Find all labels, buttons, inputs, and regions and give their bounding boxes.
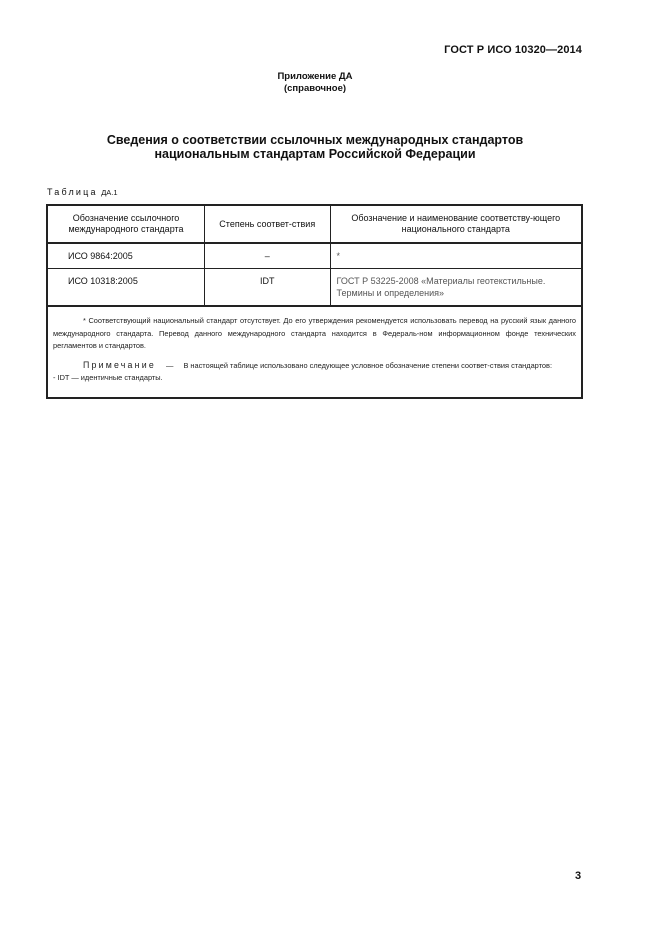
footnote-text: * Соответствующий национальный стандарт отсутствует. До его утверждения рекомендуется использовать перевод на русский язык данного международного стандарта. Перевод данного международного стандарта находится в Федераль-ном информационном фонде технических регламентов и стандартов. <box>53 316 576 350</box>
page-number: 3 <box>575 870 582 882</box>
cell-national-standard: * <box>330 243 582 269</box>
table-note <box>53 359 576 373</box>
table-caption <box>47 187 118 197</box>
table-footnote-cell <box>47 306 582 398</box>
annex-title: Приложение ДА <box>277 71 353 82</box>
document-code: ГОСТ Р ИСО 10320—2014 <box>444 44 582 56</box>
section-title <box>0 133 630 161</box>
header-national-standard: Обозначение и наименование соответству-ющего национального стандарта <box>330 205 582 243</box>
note-text: В настоящей таблице использовано следующее условное обозначение степени соответ-ствия стандартов: <box>183 360 553 370</box>
footnote-row <box>47 306 582 398</box>
annex-heading <box>0 71 630 95</box>
table-row <box>47 243 582 269</box>
cell-national-standard: ГОСТ Р 53225-2008 «Материалы геотекстильные. Термины и определения» <box>330 269 582 307</box>
header-degree: Степень соответ-ствия <box>205 205 331 243</box>
section-title-line-1: Сведения о соответствии ссылочных международных стандартов <box>106 133 524 147</box>
cell-intl-standard: ИСО 9864:2005 <box>47 243 205 269</box>
table-row <box>47 269 582 307</box>
table-caption-number: ДА.1 <box>101 188 118 197</box>
cell-degree: IDT <box>205 269 331 307</box>
annex-subtitle: (справочное) <box>283 83 347 94</box>
note-dash: — <box>165 360 174 370</box>
table-header-row <box>47 205 582 243</box>
cell-intl-standard: ИСО 10318:2005 <box>47 269 205 307</box>
section-title-line-2: национальным стандартам Российской Федерации <box>154 147 476 161</box>
note-item: - IDT — идентичные стандарты. <box>53 373 163 382</box>
cell-degree: – <box>205 243 331 269</box>
standards-table <box>46 204 583 399</box>
table-caption-word: Таблица <box>47 187 98 197</box>
note-label: Примечание <box>83 359 156 370</box>
header-intl-standard: Обозначение ссылочного международного стандарта <box>47 205 205 243</box>
